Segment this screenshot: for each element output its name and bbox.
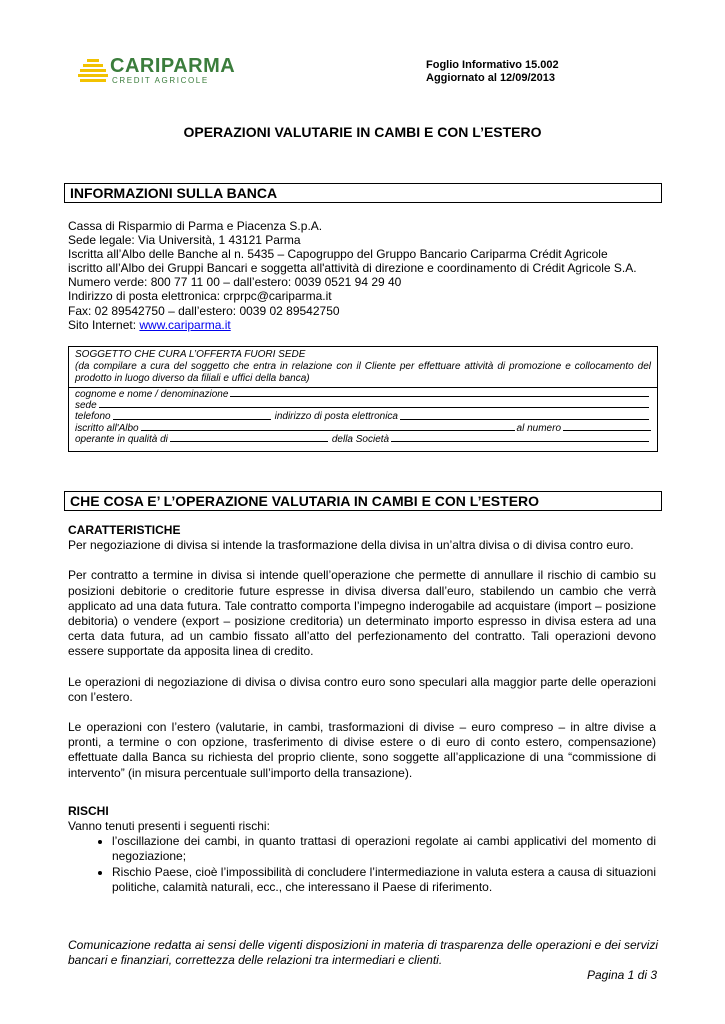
document-id: Foglio Informativo 15.002 bbox=[426, 59, 559, 71]
logo-sun-icon bbox=[78, 58, 108, 86]
field-line-numero[interactable] bbox=[563, 423, 651, 431]
logo-name: CARIPARMA bbox=[110, 55, 236, 77]
operation-section-heading: CHE COSA E’ L’OPERAZIONE VALUTARIA IN CAMBI E CON L’ESTERO bbox=[64, 491, 662, 511]
page-title: OPERAZIONI VALUTARIE IN CAMBI E CON L’ESTERO bbox=[183, 124, 542, 140]
field-row-sede bbox=[75, 400, 651, 411]
bank-line: Indirizzo di posta elettronica: crprpc@cariparma.it bbox=[68, 289, 332, 304]
offsite-offer-note: (da compilare a cura del soggetto che entra in relazione con il Cliente per effettuare attività di promozione e collocamento del prodotto in luogo diverso da filiali e uffici della banca) bbox=[75, 361, 651, 385]
paragraph: Le operazioni di negoziazione di divisa o divisa contro euro sono speculari alla maggior parte delle operazioni con l’estero. bbox=[68, 674, 656, 704]
risks-intro: Vanno tenuti presenti i seguenti rischi: bbox=[68, 819, 270, 834]
field-label-albo: iscritto all'Albo bbox=[75, 422, 139, 434]
field-line-telefono[interactable] bbox=[113, 411, 271, 419]
risks-heading: RISCHI bbox=[68, 803, 109, 818]
website-label: Sito Internet: bbox=[68, 317, 140, 332]
bank-line: Sede legale: Via Università, 1 43121 Parma bbox=[68, 233, 301, 248]
bank-section-heading: INFORMAZIONI SULLA BANCA bbox=[64, 183, 662, 203]
offsite-offer-header bbox=[69, 347, 657, 388]
logo-subtitle: CREDIT AGRICOLE bbox=[112, 76, 209, 85]
features-heading: CARATTERISTICHE bbox=[68, 523, 181, 537]
bank-line: Numero verde: 800 77 11 00 – dall’estero: 0039 0521 94 29 40 bbox=[68, 275, 402, 290]
risks-list bbox=[68, 834, 656, 895]
offsite-offer-title: SOGGETTO CHE CURA L’OFFERTA FUORI SEDE bbox=[75, 349, 306, 360]
field-line-albo[interactable] bbox=[141, 423, 515, 431]
field-row-albo bbox=[75, 423, 651, 434]
field-label-qualita: operante in qualità di bbox=[75, 433, 168, 445]
field-line-qualita[interactable] bbox=[170, 434, 328, 442]
website-link[interactable]: www.cariparma.it bbox=[139, 317, 231, 332]
offsite-offer-box bbox=[68, 346, 658, 452]
field-line-name[interactable] bbox=[230, 389, 649, 397]
field-row-qualita bbox=[75, 434, 651, 445]
field-label-email: indirizzo di posta elettronica bbox=[274, 411, 398, 423]
website-line bbox=[68, 318, 668, 332]
field-label-telefono: telefono bbox=[75, 411, 111, 423]
paragraph: Le operazioni con l’estero (valutarie, in cambi, trasformazioni di divise – euro compreso – in altre divise a pronti, a termine o con opzione, trasferimento di divise estere o di euro di conto estero, compensazione) effettuate dalla Banca su richiesta del proprio cliente, sono soggette all’applicazione di una “commissione di intervento” (in misura percentuale sull’importo della transazione). bbox=[68, 720, 656, 780]
document-info bbox=[426, 59, 559, 85]
operation-content bbox=[68, 523, 656, 895]
cariparma-logo bbox=[78, 55, 236, 88]
field-label-sede: sede bbox=[75, 399, 97, 411]
field-row-name bbox=[75, 389, 651, 400]
paragraph: Per negoziazione di divisa si intende la trasformazione della divisa in un’altra divisa o di divisa contro euro. bbox=[68, 538, 634, 553]
footer-note: Comunicazione redatta ai sensi delle vigenti disposizioni in materia di trasparenza delle operazioni e dei servizi bancari e finanziari, correttezza delle relazioni tra intermediari e clienti. bbox=[68, 938, 658, 967]
bank-line: iscritto all’Albo dei Gruppi Bancari e soggetta all'attività di direzione e coordinamento di Crédit Agricole S.A. bbox=[68, 261, 637, 276]
field-line-societa[interactable] bbox=[391, 434, 649, 442]
bank-line: Cassa di Risparmio di Parma e Piacenza S.p.A. bbox=[68, 219, 323, 233]
bank-line: Fax: 02 89542750 – dall’estero: 0039 02 89542750 bbox=[68, 303, 340, 318]
paragraph: Per contratto a termine in divisa si intende quell’operazione che permette di annullare il rischio di cambio su posizioni debitorie o creditorie future espresse in divisa diversa dall’euro, stabilendo un cambio che verrà applicato ad una data futura. Tale contratto comporta l’impegno inderogabile ad acquistare (import – posizione debitoria) o vendere (export – posizione creditoria) un determinato importo espresso in divisa estera ad una certa data futura, ad un cambio fissato all’atto del perfezionamento del contratto. Tali operazioni devono essere supportate da apposita linea di credito. bbox=[68, 568, 656, 659]
field-line-sede[interactable] bbox=[99, 400, 649, 408]
page-number: Pagina 1 di 3 bbox=[586, 968, 657, 982]
field-label-societa: della Società bbox=[331, 433, 390, 445]
bank-info bbox=[68, 219, 668, 332]
field-label-numero: al numero bbox=[516, 422, 561, 434]
bank-line: Iscritta all’Albo delle Banche al n. 5435 – Capogruppo del Gruppo Bancario Cariparma Crédit Agricole bbox=[68, 247, 608, 262]
offsite-offer-fields bbox=[69, 388, 657, 446]
field-line-email[interactable] bbox=[400, 411, 649, 419]
update-date: Aggiornato al 12/09/2013 bbox=[426, 72, 555, 84]
risk-item: • Rischio Paese, cioè l’impossibilità di concludere l’intermediazione in valuta estera a causa di situazioni politiche, calamità naturali, ecc., che interessano il Paese di riferimento. bbox=[112, 865, 656, 895]
risk-item: • l’oscillazione dei cambi, in quanto trattasi di operazioni regolate ai cambi applicativi del momento di negoziazione; bbox=[112, 834, 656, 864]
field-label-name: cognome e nome / denominazione bbox=[75, 388, 229, 400]
field-row-contacts bbox=[75, 411, 651, 422]
